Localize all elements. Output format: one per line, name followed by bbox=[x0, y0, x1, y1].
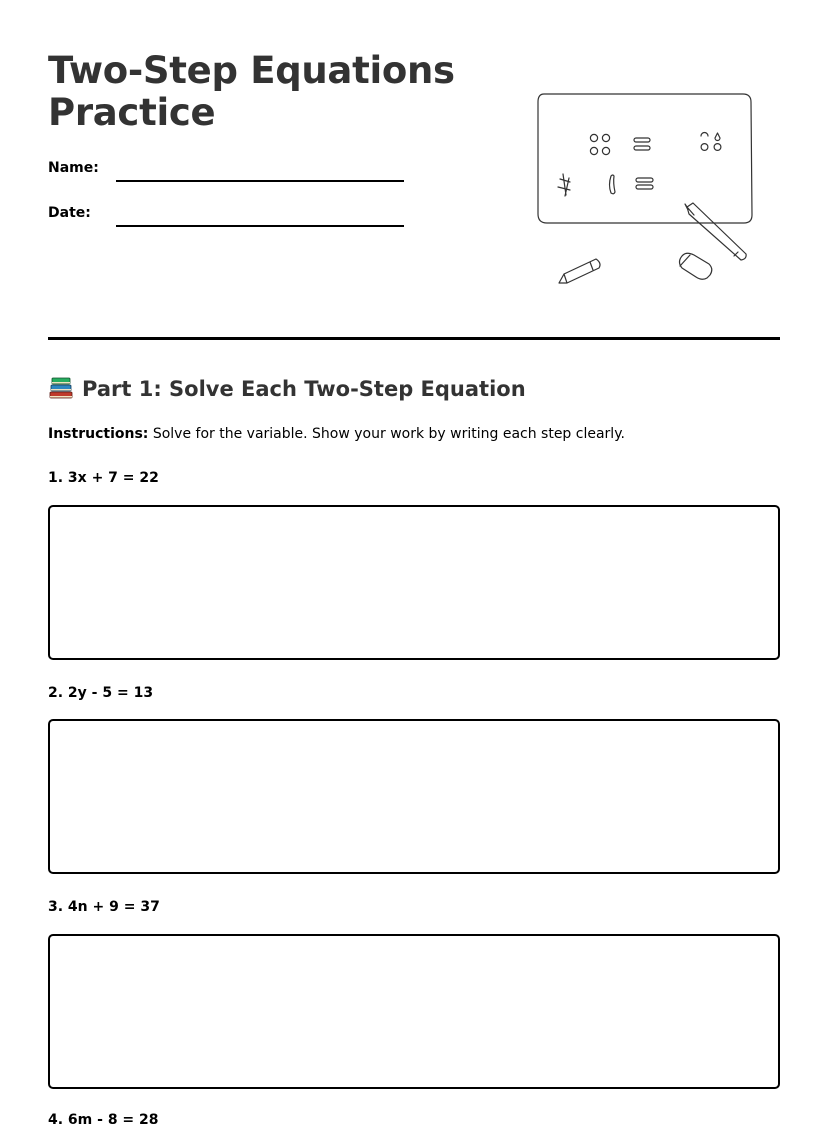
problem-3-label: 3. 4n + 9 = 37 bbox=[48, 899, 160, 915]
part1-heading bbox=[48, 374, 526, 404]
instructions bbox=[48, 424, 625, 444]
instructions-lead: Instructions: bbox=[48, 426, 149, 442]
problem-3-work-box[interactable] bbox=[48, 934, 780, 1089]
problem-1-label: 1. 3x + 7 = 22 bbox=[48, 470, 159, 486]
books-icon bbox=[48, 376, 74, 400]
problem-2-work-box[interactable] bbox=[48, 719, 780, 874]
name-line bbox=[116, 180, 404, 182]
chalkboard-illustration bbox=[530, 86, 760, 296]
problem-1-work-box[interactable] bbox=[48, 505, 780, 660]
date-label: Date: bbox=[48, 205, 91, 221]
problem-2-label: 2. 2y - 5 = 13 bbox=[48, 685, 154, 701]
part1-heading-text: Part 1: Solve Each Two-Step Equation bbox=[82, 377, 526, 401]
crayon-illustration bbox=[559, 259, 600, 283]
pencil-illustration bbox=[685, 203, 746, 260]
name-label: Name: bbox=[48, 160, 99, 176]
instructions-text: Solve for the variable. Show your work by writing each step clearly. bbox=[148, 426, 625, 442]
problem-4-label: 4. 6m - 8 = 28 bbox=[48, 1112, 159, 1128]
eraser-illustration bbox=[680, 253, 712, 279]
section-divider bbox=[48, 337, 780, 340]
chalkboard-shape bbox=[538, 94, 752, 223]
date-line bbox=[116, 225, 404, 227]
worksheet-title: Two-Step Equations Practice bbox=[48, 49, 455, 134]
